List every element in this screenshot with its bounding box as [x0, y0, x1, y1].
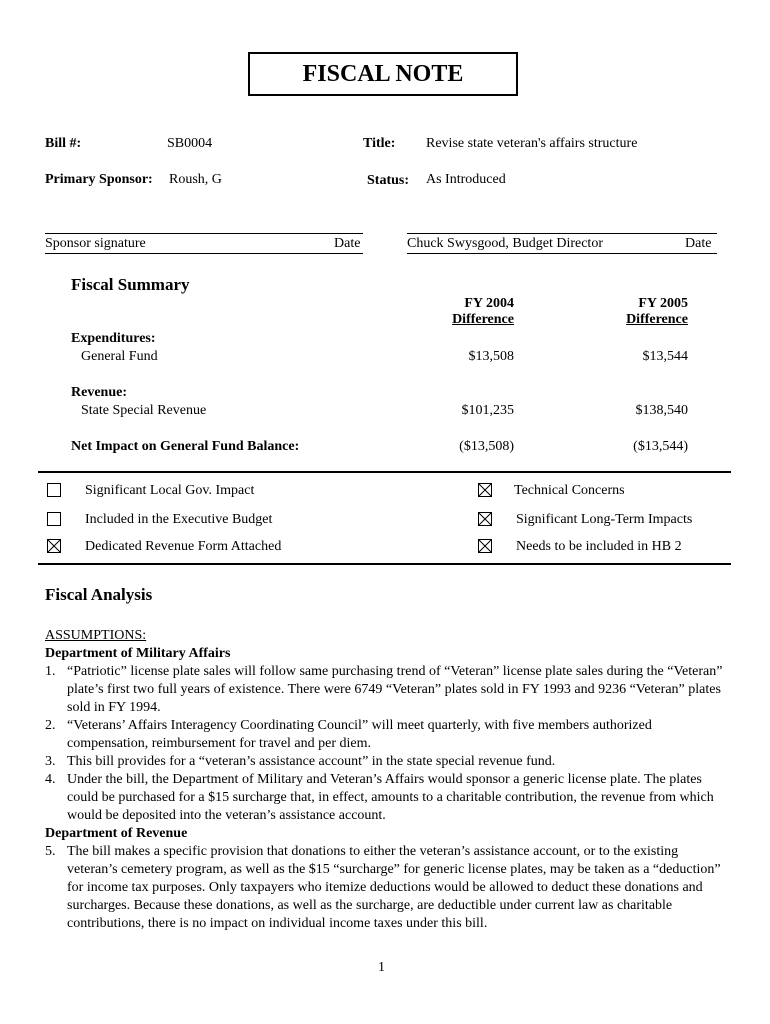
- assumption-text: The bill makes a specific provision that donations to either the veteran’s assistance account, or to the existing veteran’s cemetery program, as well as the $15 “surcharge” for generic license plates, may be taken as a “deduction” for income tax purposes. Only taxpayers who itemize deductions would be allowed to deduct these donations and surcharges. Because these donations, as well as the surcharge, are deductible under current law as charitable contributions, there is no impact on individual income taxes under this bill.: [67, 844, 721, 931]
- budget-director-label: Chuck Swysgood, Budget Director: [407, 236, 603, 251]
- general-fund-fy2005: $13,544: [642, 349, 688, 364]
- fy2005-year: FY 2005: [638, 296, 688, 311]
- net-impact-fy2005: ($13,544): [633, 439, 688, 454]
- long-term-impacts-checkbox[interactable]: [478, 512, 492, 526]
- dedicated-revenue-label: Dedicated Revenue Form Attached: [85, 539, 282, 554]
- fiscal-analysis-heading: Fiscal Analysis: [45, 585, 153, 604]
- state-special-revenue-fy2004: $101,235: [461, 403, 514, 418]
- fy2004-column-header: [394, 296, 514, 328]
- general-fund-label: General Fund: [81, 349, 158, 364]
- assumption-text: This bill provides for a “veteran’s assistance account” in the state special revenue fund.: [67, 754, 556, 769]
- assumption-number: 2.: [45, 718, 56, 733]
- long-term-impacts-label: Significant Long-Term Impacts: [516, 512, 693, 527]
- fiscal-summary-heading: Fiscal Summary: [71, 275, 190, 294]
- bill-title-label: Title:: [363, 136, 396, 151]
- bill-number-label: Bill #:: [45, 136, 82, 151]
- checkbox-x-mark-icon: [48, 540, 60, 552]
- fy2005-difference: Difference: [626, 312, 688, 327]
- assumption-text: “Patriotic” license plate sales will follow same purchasing trend of “Veteran” license plate sales during the “Veteran” plate’s first two full years of existence. There were 6749 “Veteran” plates sold in FY 1993 and 9236 “Veteran” plates sold in FY 1994.: [67, 664, 723, 715]
- expenditures-label: Expenditures:: [71, 331, 156, 346]
- checkbox-x-mark-icon: [479, 540, 491, 552]
- technical-concerns-checkbox[interactable]: [478, 483, 492, 497]
- status-label: Status:: [367, 173, 410, 188]
- state-special-revenue-fy2005: $138,540: [635, 403, 688, 418]
- bill-title-value: Revise state veteran's affairs structure: [426, 136, 638, 151]
- assumption-item: [45, 753, 725, 771]
- executive-budget-checkbox[interactable]: [47, 512, 61, 526]
- net-impact-label: Net Impact on General Fund Balance:: [71, 439, 300, 454]
- assumption-number: 5.: [45, 844, 56, 859]
- revenue-department-heading: Department of Revenue: [45, 826, 188, 841]
- dedicated-revenue-checkbox[interactable]: [47, 539, 61, 553]
- assumption-number: 4.: [45, 772, 56, 787]
- military-affairs-heading: Department of Military Affairs: [45, 646, 231, 661]
- director-signature-line: [407, 233, 717, 234]
- technical-concerns-label: Technical Concerns: [514, 483, 625, 498]
- sponsor-signature-label: Sponsor signature: [45, 236, 146, 251]
- general-fund-fy2004: $13,508: [468, 349, 514, 364]
- local-gov-impact-label: Significant Local Gov. Impact: [85, 483, 255, 498]
- revenue-label: Revenue:: [71, 385, 127, 400]
- net-impact-fy2004: ($13,508): [459, 439, 514, 454]
- document-title: FISCAL NOTE: [248, 52, 518, 96]
- checkbox-x-mark-icon: [479, 484, 491, 496]
- director-date-label: Date: [685, 236, 712, 251]
- assumption-text: “Veterans’ Affairs Interagency Coordinating Council” will meet quarterly, with five members authorized compensation, reimbursement for travel and per diem.: [67, 718, 652, 751]
- assumptions-label: ASSUMPTIONS:: [45, 628, 147, 643]
- fiscal-analysis-body: [45, 627, 725, 933]
- primary-sponsor-label: Primary Sponsor:: [45, 172, 153, 187]
- sponsor-date-label: Date: [334, 236, 361, 251]
- fy2004-year: FY 2004: [464, 296, 514, 311]
- checkbox-block-top-rule: [38, 471, 731, 473]
- director-block-rule: [407, 253, 717, 254]
- military-affairs-list: [45, 663, 725, 825]
- sponsor-signature-line: [45, 233, 363, 234]
- page-number: 1: [378, 960, 385, 975]
- checkbox-x-mark-icon: [479, 513, 491, 525]
- state-special-revenue-label: State Special Revenue: [81, 403, 207, 418]
- checkbox-block-bottom-rule: [38, 563, 731, 565]
- fy2005-column-header: [568, 296, 688, 328]
- hb2-checkbox[interactable]: [478, 539, 492, 553]
- revenue-department-list: [45, 843, 725, 933]
- assumption-item: [45, 843, 725, 933]
- assumption-item: [45, 717, 725, 753]
- bill-number-value: SB0004: [167, 136, 213, 151]
- assumption-number: 3.: [45, 754, 56, 769]
- assumption-number: 1.: [45, 664, 56, 679]
- assumption-item: [45, 771, 725, 825]
- hb2-label: Needs to be included in HB 2: [516, 539, 682, 554]
- executive-budget-label: Included in the Executive Budget: [85, 512, 273, 527]
- status-value: As Introduced: [426, 172, 506, 187]
- fy2004-difference: Difference: [452, 312, 514, 327]
- sponsor-block-rule: [45, 253, 363, 254]
- primary-sponsor-value: Roush, G: [169, 172, 222, 187]
- local-gov-impact-checkbox[interactable]: [47, 483, 61, 497]
- assumption-text: Under the bill, the Department of Military and Veteran’s Affairs would sponsor a generic license plate. The plates could be purchased for a $15 surcharge that, in effect, amounts to a charitable contribution, the revenue from which would be deposited into the veteran’s assistance account.: [67, 772, 714, 823]
- assumption-item: [45, 663, 725, 717]
